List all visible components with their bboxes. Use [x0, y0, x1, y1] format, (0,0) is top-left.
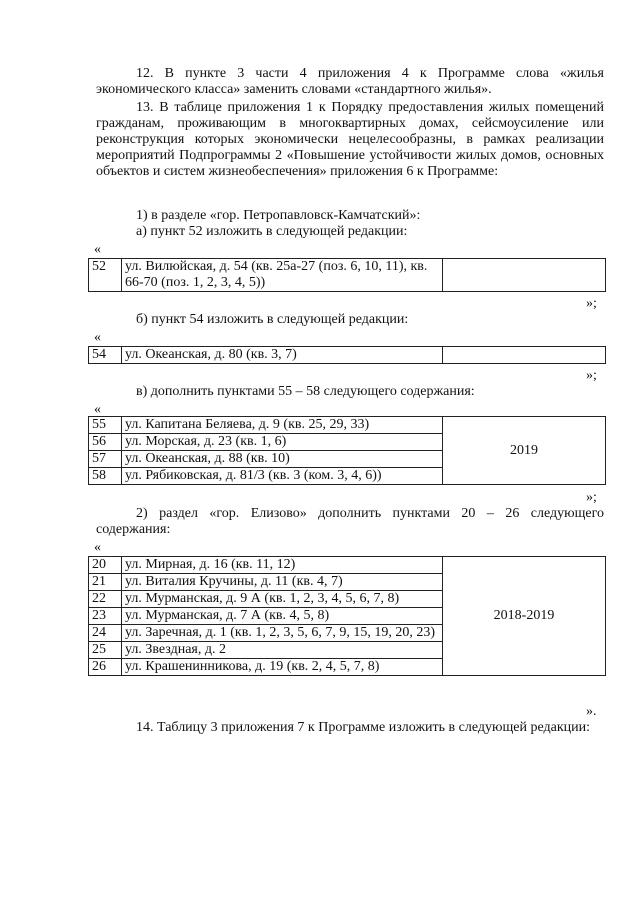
row-year	[443, 347, 606, 364]
item-a: а) пункт 52 изложить в следующей редакции:	[136, 224, 408, 239]
row-address: ул. Океанская, д. 88 (кв. 10)	[122, 451, 443, 468]
row-address: ул. Мурманская, д. 9 А (кв. 1, 2, 3, 4, 5, 6, 7, 8)	[122, 591, 443, 608]
row-number: 56	[89, 434, 122, 451]
row-address: ул. Мирная, д. 16 (кв. 11, 12)	[122, 557, 443, 574]
row-address: ул. Капитана Беляева, д. 9 (кв. 25, 29, 33)	[122, 417, 443, 434]
close-quote: »;	[586, 296, 597, 311]
row-number: 52	[89, 259, 122, 292]
row-number: 23	[89, 608, 122, 625]
row-address: ул. Крашенинникова, д. 19 (кв. 2, 4, 5, 7, 8)	[122, 659, 443, 676]
row-number: 55	[89, 417, 122, 434]
open-quote: «	[94, 540, 101, 555]
row-address: ул. Океанская, д. 80 (кв. 3, 7)	[122, 347, 443, 364]
close-quote: ».	[586, 704, 597, 719]
row-address: ул. Заречная, д. 1 (кв. 1, 2, 3, 5, 6, 7, 9, 15, 19, 20, 23)	[122, 625, 443, 642]
row-number: 20	[89, 557, 122, 574]
table-items-20-26	[88, 556, 606, 676]
row-year: 2019	[443, 417, 606, 485]
row-number: 54	[89, 347, 122, 364]
close-quote: »;	[586, 368, 597, 383]
table-row	[89, 557, 606, 574]
paragraph-14: 14. Таблицу 3 приложения 7 к Программе изложить в следующей редакции:	[136, 720, 590, 735]
section-2-heading: 2) раздел «гор. Елизово» дополнить пунктами 20 – 26 следующего содержания:	[96, 506, 604, 537]
table-row	[89, 347, 606, 364]
open-quote: «	[94, 402, 101, 417]
row-number: 58	[89, 468, 122, 485]
row-year	[443, 259, 606, 292]
table-row	[89, 417, 606, 434]
table-item-52	[88, 258, 606, 292]
row-address: ул. Рябиковская, д. 81/3 (кв. 3 (ком. 3, 4, 6))	[122, 468, 443, 485]
row-address: ул. Вилюйская, д. 54 (кв. 25а-27 (поз. 6, 10, 11), кв. 66-70 (поз. 1, 2, 3, 4, 5))	[122, 259, 443, 292]
row-number: 24	[89, 625, 122, 642]
item-v: в) дополнить пунктами 55 – 58 следующего содержания:	[136, 384, 475, 399]
row-address: ул. Виталия Кручины, д. 11 (кв. 4, 7)	[122, 574, 443, 591]
table-items-55-58	[88, 416, 606, 485]
row-number: 21	[89, 574, 122, 591]
table-item-54	[88, 346, 606, 364]
row-number: 26	[89, 659, 122, 676]
row-number: 57	[89, 451, 122, 468]
paragraph-12: 12. В пункте 3 части 4 приложения 4 к Программе слова «жилья экономического класса» заменить словами «стандартного жилья».	[96, 66, 604, 97]
close-quote: »;	[586, 490, 597, 505]
item-b: б) пункт 54 изложить в следующей редакции:	[136, 312, 409, 327]
paragraph-13: 13. В таблице приложения 1 к Порядку предоставления жилых помещений гражданам, проживающим в многоквартирных домах, сейсмоусиление или реконструкция которых экономически нецелесообразны, в рамках реализации мероприятий Подпрограммы 2 «Повышение устойчивости жилых домов, основных объектов и систем жизнеобеспечения» приложения 6 к Программе:	[96, 100, 604, 179]
row-address: ул. Звездная, д. 2	[122, 642, 443, 659]
row-number: 22	[89, 591, 122, 608]
row-address: ул. Мурманская, д. 7 А (кв. 4, 5, 8)	[122, 608, 443, 625]
row-number: 25	[89, 642, 122, 659]
row-year: 2018-2019	[443, 557, 606, 676]
table-row	[89, 259, 606, 292]
row-address: ул. Морская, д. 23 (кв. 1, 6)	[122, 434, 443, 451]
open-quote: «	[94, 330, 101, 345]
open-quote: «	[94, 242, 101, 257]
section-1-heading: 1) в разделе «гор. Петропавловск-Камчатский»:	[136, 208, 421, 223]
